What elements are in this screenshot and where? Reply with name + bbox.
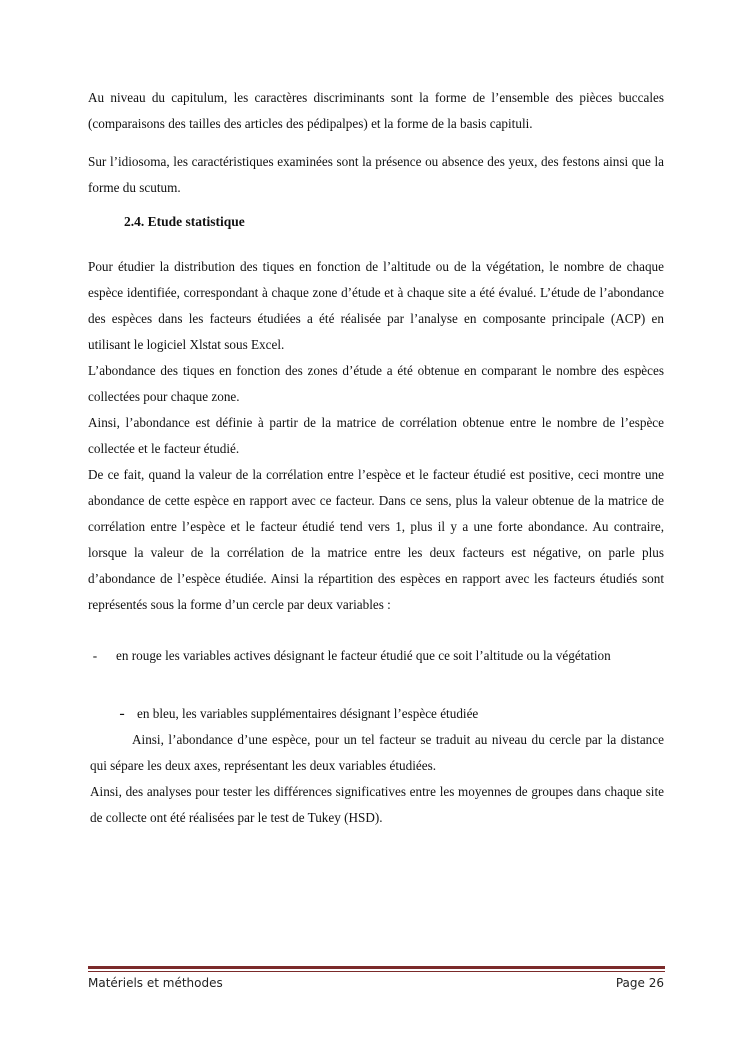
section-heading: 2.4. Etude statistique [124,214,245,229]
page-number: Page 26 [615,976,664,990]
paragraph-text: Au niveau du capitulum, les caractères discriminants sont la forme de l’ensemble des pièces buccales (comparaisons des tailles des articles des pédipalpes) et la forme de la basis capituli. [88,90,664,131]
paragraph-text: De ce fait, quand la valeur de la corrélation entre l’espèce et le facteur étudié est positive, ceci montre une abondance de cette espèce en rapport avec ce facteur. Dans ce sens, plus la valeur obtenue de la matrice de corrélation entre l’espèce et le facteur étudié tend vers 1, plus il y a une forte abondance. Au contraire, lorsque la valeur de la corrélation de la matrice entre les deux facteurs est négative, on parle plus d’abondance de l’espèce étudiée. Ainsi la répartition des espèces en rapport avec les facteurs étudiés sont représentés sous la forme d’un cercle par deux variables : [88,467,664,612]
statistics-body [88,254,664,618]
list-item-text: en rouge les variables actives désignant le facteur étudié que ce soit l’altitude ou la végétation [116,648,611,663]
paragraph-text: Pour étudier la distribution des tiques en fonction de l’altitude ou de la végétation, le nombre de chaque espèce identifiée, correspondant à chaque zone d’étude et à chaque site a été évalué. L’étude de l’abondance des espèces dans les facteurs étudiées a été réalisée par l’analyse en composante principale (ACP) en utilisant le logiciel Xlstat sous Excel. [88,259,664,352]
list-item-text: en bleu, les variables supplémentaires désignant l’espèce étudiée [137,706,479,721]
paragraph-text: Sur l’idiosoma, les caractéristiques examinées sont la présence ou absence des yeux, des festons ainsi que la forme du scutum. [88,154,664,195]
paragraph-idiosoma [88,149,664,201]
footer-section-title: Matériels et méthodes [88,976,223,990]
paragraph-text: Ainsi, l’abondance est définie à partir de la matrice de corrélation obtenue entre le nombre de l’espèce collectée et le facteur étudié. [88,415,664,456]
paragraph-capitulum [88,85,664,137]
paragraph-text: Ainsi, des analyses pour tester les différences significatives entre les moyennes de groupes dans chaque site de collecte ont été réalisées par le test de Tukey (HSD). [90,784,664,825]
footer-rule-thick [88,966,665,969]
footer-rule-thin [88,971,665,972]
paragraph-text: L’abondance des tiques en fonction des zones d’étude a été obtenue en comparant le nombre des espèces collectées pour chaque zone. [88,363,664,404]
paragraph-text: Ainsi, l’abondance d’une espèce, pour un tel facteur se traduit au niveau du cercle par la distance qui sépare les deux axes, représentant les deux variables étudiées. [90,732,664,773]
dash-marker: - [92,648,98,663]
dash-marker: - [119,705,125,722]
list-item [119,701,664,727]
list-item [92,643,664,669]
closing-paragraphs [90,727,664,831]
